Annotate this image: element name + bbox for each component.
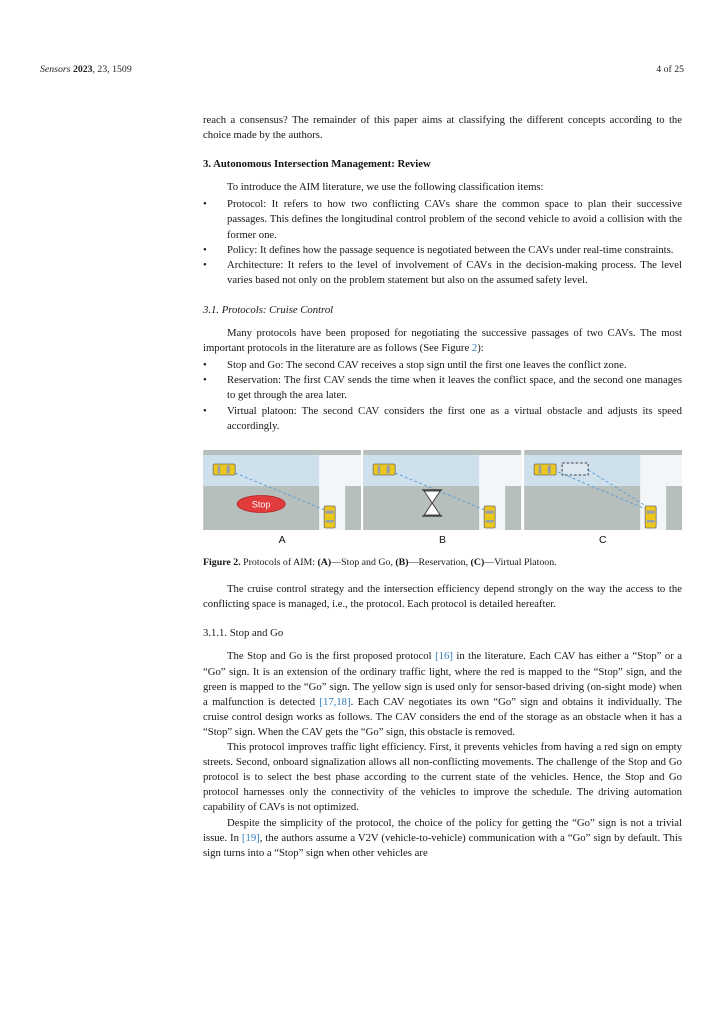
section-3-heading: 3. Autonomous Intersection Management: Review xyxy=(203,158,431,171)
intersection-diagram-a xyxy=(203,450,361,530)
list-item xyxy=(203,258,682,288)
panel-label-b: B xyxy=(363,530,521,547)
caption-segment: Protocols of AIM: xyxy=(240,556,318,568)
cav-horizontal-icon xyxy=(373,464,395,475)
section-3-lead-paragraph: To introduce the AIM literature, we use the following classification items: xyxy=(227,181,544,194)
text-segment: . Each CAV negotiates its own “Go” sign and obtains it individually. The cruise control design works as follows. The CAV considers the end of the storage as an obstacle when it has a “Stop” sign. When the CAV gets the “Go” sign, this obstacle is removed. xyxy=(203,695,682,738)
journal-issue: , 23, 1509 xyxy=(92,64,132,75)
article-body xyxy=(203,113,682,861)
intersection-diagram-b xyxy=(363,450,521,530)
text-segment: Despite the simplicity of the protocol, the choice of the policy for getting the “Go” sign is not a trivial issue. In xyxy=(203,816,682,844)
panel-label-c: C xyxy=(524,530,682,547)
caption-segment: —Stop and Go, xyxy=(331,556,396,568)
list-item-text: Stop and Go: The second CAV receives a stop sign until the first one leaves the conflict zone. xyxy=(227,359,627,372)
bullet-icon: • xyxy=(203,243,207,256)
cav-horizontal-icon xyxy=(213,464,235,475)
figure-panel-reservation xyxy=(363,450,521,547)
bullet-icon: • xyxy=(203,374,207,387)
bullet-icon: • xyxy=(203,359,207,372)
list-item-text: Architecture: It refers to the level of involvement of CAVs in the decision-making process. The level varies based not only on the problem statement but also on the assumed safety level. xyxy=(227,258,682,286)
citation-17-18-link[interactable]: [17,18] xyxy=(319,695,351,708)
text-segment: Many protocols have been proposed for negotiating the successive passages of two CAVs. The most important protocols in the literature are as follows (See Figure xyxy=(203,327,682,355)
page-number: 4 of 25 xyxy=(656,64,684,75)
text-segment: , the authors assume a V2V (vehicle-to-vehicle) communication with a “Go” sign by default. This sign turns into a “Stop” sign when other vehicles are xyxy=(203,831,682,859)
caption-segment: —Virtual Platoon. xyxy=(484,556,557,568)
intersection-diagram-c xyxy=(524,450,682,530)
carryover-paragraph: reach a consensus? The remainder of this paper aims at classifying the different concepts according to the choice made by the authors. xyxy=(203,114,682,142)
subsection-31-heading: 3.1. Protocols: Cruise Control xyxy=(203,303,334,316)
caption-panel-a: (A) xyxy=(317,556,332,568)
figure-panel-stop-and-go xyxy=(203,450,361,547)
subsection-311-heading: 3.1.1. Stop and Go xyxy=(203,627,284,640)
bullet-icon: • xyxy=(203,198,207,211)
text-segment: ): xyxy=(477,342,484,355)
list-item xyxy=(203,197,682,242)
subsection-31-lead-paragraph xyxy=(203,326,682,356)
caption-panel-b: (B) xyxy=(395,556,409,568)
cav-vertical-icon xyxy=(484,506,495,528)
figure-2-panels xyxy=(203,450,682,547)
list-item xyxy=(203,404,682,434)
list-item-text: Reservation: The first CAV sends the time when it leaves the conflict space, and the second one manages to get through the area later. xyxy=(227,374,682,402)
citation-19-link[interactable]: [19] xyxy=(241,831,260,844)
caption-segment: —Reservation, xyxy=(408,556,471,568)
figure-2-reference-link[interactable]: 2 xyxy=(471,342,478,355)
list-item xyxy=(203,373,682,403)
panel-label-a: A xyxy=(203,530,361,547)
bullet-icon: • xyxy=(203,404,207,417)
cav-vertical-icon xyxy=(324,506,335,528)
text-segment: The Stop and Go is the first proposed protocol xyxy=(227,650,436,663)
caption-label: Figure 2. xyxy=(203,556,241,568)
caption-panel-c: (C) xyxy=(470,556,485,568)
stop-sign xyxy=(237,495,285,512)
journal-name: Sensors xyxy=(40,64,73,75)
classification-list xyxy=(203,197,682,288)
stop-and-go-paragraph-3 xyxy=(203,816,682,861)
cav-horizontal-icon xyxy=(534,464,556,475)
journal-citation xyxy=(40,64,132,75)
stop-and-go-paragraph-2: This protocol improves traffic light efficiency. First, it prevents vehicles from having a red sign on empty streets. Second, onboard signalization allows all non-conflicting movements. The challenge of the Stop and Go protocol is to select the best phase according to the current state of the vehicles. Hence, the Stop and Go protocol harnesses only the connectivity of the vehicles to improve the schedule. The driving automation capability of CAVs is not optimized. xyxy=(203,741,682,814)
stop-and-go-paragraph-1 xyxy=(203,649,682,740)
figure-panel-virtual-platoon xyxy=(524,450,682,547)
figure-2-caption xyxy=(203,556,682,570)
cav-vertical-icon xyxy=(645,506,656,528)
protocols-list xyxy=(203,358,682,433)
list-item xyxy=(203,358,682,373)
bullet-icon: • xyxy=(203,258,207,271)
list-item-text: Virtual platoon: The second CAV considers the first one as a virtual obstacle and adjusts its speed accordingly. xyxy=(227,404,682,432)
running-header xyxy=(40,64,684,75)
list-item xyxy=(203,243,682,258)
virtual-vehicle-ghost-icon xyxy=(562,463,588,475)
figure-2 xyxy=(203,450,682,570)
list-item-text: Protocol: It refers to how two conflicting CAVs share the common space to plan their successive passages. This defines the longitudinal control problem of the second vehicle to avoid a collision with the former one. xyxy=(227,198,682,241)
text-segment: in the literature. Each CAV has either a “Stop” or a “Go” sign. It is an extension of the ordinary traffic light, where the red is mapped to the “Stop” sign, and the green is mapped to the “Go” sign. The yellow sign is used only for sensor-based driving (on-sight mode) when a malfunction is detected xyxy=(203,650,682,708)
after-figure-paragraph: The cruise control strategy and the intersection efficiency depend strongly on the way the access to the conflicting space is managed, i.e., the protocol. Each protocol is detailed hereafter. xyxy=(203,583,682,611)
stop-sign-label: Stop xyxy=(251,499,271,510)
list-item-text: Policy: It defines how the passage sequence is negotiated between the CAVs under real-time constraints. xyxy=(227,243,674,256)
journal-year: 2023 xyxy=(72,64,93,75)
citation-16-link[interactable]: [16] xyxy=(435,650,453,663)
